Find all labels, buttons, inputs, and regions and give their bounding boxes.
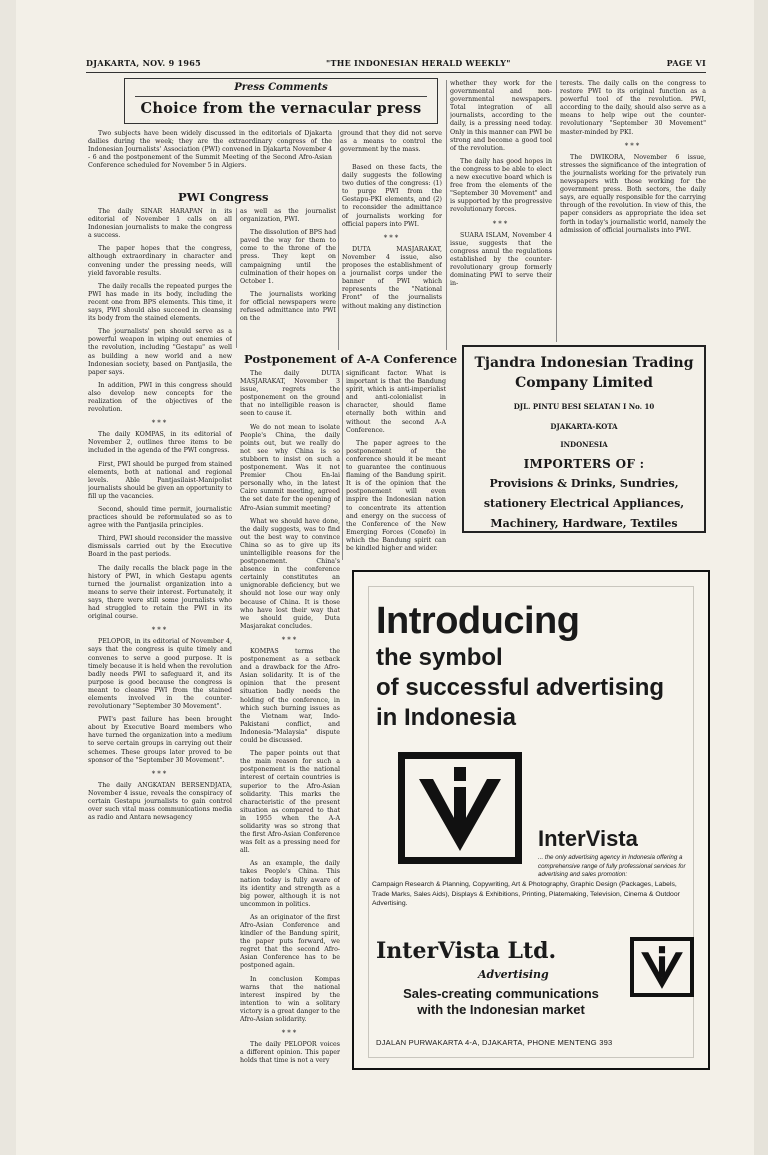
column-1 <box>88 208 232 1108</box>
ad-subline-1: the symbol <box>376 644 503 671</box>
ad-slogan-line-1: Sales-creating communications <box>403 986 599 1001</box>
ad-subline-3: in Indonesia <box>376 704 517 731</box>
column-2-afro <box>240 370 340 1100</box>
ad-address: DJALAN PURWAKARTA 4-A, DJAKARTA, PHONE MENTENG 393 <box>376 1038 613 1047</box>
scan-margin-right <box>754 0 768 1155</box>
intro-continued <box>340 130 442 164</box>
article-paragraph: As an originator of the first Afro-Asian Conference and kindler of the Bandung spirit, the paper puts forward, we regret that the second Afro-Asian Conference has to be postponed again. <box>240 913 340 970</box>
article-paragraph: Based on these facts, the daily suggests the following two duties of the congress: (1) to purge PWI from the Gestapu-PKI elements, and (2) to reconsider the admittance of journalists working for official papers into PWI. <box>342 164 442 228</box>
intro-text: Two subjects have been widely discussed in the editorials of Djakarta dailies during the week; they are the extraordinary congress of the Indonesian Journalists' Association (PWI) convened in Djakarta November 4 - 6 and the postponement of the Summit Meeting of the Second Afro-Asian Conference scheduled for November 5 in Algiers. <box>88 130 332 170</box>
article-paragraph: The paper points out that the main reason for such a postponement is the national interest of certain countries is superior to the Afro-Asian solidarity. This marks the characteristic of the present situation as compared to that in 1955 when the A-A solidarity was so strong that the first Afro-Asian Conference was felt as a pressing need for all. <box>240 750 340 855</box>
section-separator: *** <box>151 419 169 428</box>
banner-rule <box>135 96 427 97</box>
article-paragraph: The daily PELOPOR voices a different opinion. This paper holds that time is not a very <box>240 1041 340 1065</box>
article-paragraph: The paper hopes that the congress, although extraordinary in character and convening under the pressing needs, will yield favorable results. <box>88 245 232 277</box>
pwi-heading: PWI Congress <box>178 190 269 204</box>
column-divider <box>338 130 339 350</box>
ad-services: Campaign Research & Planning, Copywriting, Art & Photography, Graphic Design (Packages, Labels, Trade Marks, Sales Aids), Displays & Exhibitions, Printing, Platemaking, Television, Cinema & Outdoor Advertising. <box>372 881 680 907</box>
article-paragraph: In conclusion Kompas warns that the national interest inspired by the intention to win a solitary victory is a great danger to the Afro-Asian solidarity. <box>240 975 340 1024</box>
importers-heading: IMPORTERS OF : <box>523 457 645 471</box>
column-5-top <box>560 80 706 342</box>
article-paragraph: as well as the journalist organization, PWI. <box>240 208 336 224</box>
company-name-line-1: Tjandra Indonesian Trading <box>474 355 694 371</box>
article-paragraph: DUTA MASJARAKAT, November 4 issue, also proposes the establishment of a journalist corps under the banner of PWI which represents the "National Front" of the journalists without making any distinction <box>342 245 442 310</box>
company-address: DJL. PINTU BESI SELATAN I No. 10 <box>513 402 655 411</box>
press-comments-banner <box>124 78 438 124</box>
section-separator: *** <box>492 219 510 228</box>
column-divider <box>342 370 343 560</box>
section-separator: *** <box>281 635 299 644</box>
afro-asian-heading: Postponement of A-A Conference <box>244 352 458 366</box>
article-paragraph: PELOPOR, in its editorial of November 4, says that the congress is quite timely and convenes to serve a good purpose. It is timely because it is held when the revolution badly needs PWI to safeguard it, and its purpose is good because the congress is meant to cleanse PWI from the stained elements involved in the counter-revolutionary "September 30 Movement". <box>88 638 232 711</box>
article-paragraph: As an example, the daily takes People's China. This nation today is fully aware of its identity and strength as a big power, although it is not uncommon in politics. <box>240 860 340 908</box>
section-separator: *** <box>281 1029 299 1038</box>
article-paragraph: The daily KOMPAS, in its editorial of November 2, outlines three items to be included in the agenda of the PWI congress. <box>88 431 232 455</box>
goods-line-3: Machinery, Hardware, Textiles <box>490 517 678 530</box>
ad-slogan <box>376 986 626 1018</box>
article-paragraph: The dissolution of BPS had paved the way for them to come to the throne of the press. They kept on campaigning until the culmination of their hopes on October 1. <box>240 229 336 285</box>
page-number: PAGE VI <box>666 58 706 68</box>
article-paragraph: The paper agrees to the postponement of the conference should it be meant to guarantee the continuous flaming of the Bandung spirit. It is of the opinion that the postponement will even inspire the Indonesian nation to concentrate its attention and energy on the success of the Conference of the New Emerging Forces (Conefo) in which the Bandung spirit can be kindled higher and wider. <box>346 439 446 552</box>
article-paragraph: significant factor. What is important is that the Bandung spirit, which is anti-imperialist and anti-colonialist in character, should flame eternally both within and without the second A-A Conference. <box>346 370 446 434</box>
ad-advertising-label: Advertising <box>478 968 549 981</box>
paper-name: "THE INDONESIAN HERALD WEEKLY" <box>326 58 511 68</box>
article-paragraph: The daily recalls the repeated purges the PWI has made in its body, including the recent one from BPS elements. This time, it says, PWI should also succeed in cleansing its body from the stained elements. <box>88 282 232 323</box>
article-paragraph: The daily recalls the black page in the history of PWI, in which Gestapu agents turned the journalist organization into a means to serve their interest. Fortunately, it says, there were still some journalists who had struggled to retain the PWI in its original course. <box>88 564 232 621</box>
company-city: DJAKARTA-KOTA <box>550 422 618 431</box>
article-paragraph: We do not mean to isolate People's China, the daily points out, but we really do not see why China is so stubborn to insist on such a postponement. Was it not Premier Chou En-lai personally who, in the latest Cairo summit meeting, agreed the set date for the opening of Afro-Asian summit meeting? <box>240 423 340 512</box>
section-separator: *** <box>151 626 169 635</box>
column-divider <box>446 80 447 350</box>
column-2-top <box>240 208 336 348</box>
column-divider <box>556 80 557 342</box>
press-comments-title: Choice from the vernacular press <box>140 100 422 117</box>
section-separator: *** <box>383 233 401 242</box>
section-separator: *** <box>151 769 169 778</box>
article-paragraph: The journalists' pen should serve as a powerful weapon in wiping out enemies of the revolution, including "Gestapu" as well as building a new world and a new Indonesian society, based on Pantjasila, the paper says. <box>88 328 232 376</box>
article-paragraph: The daily has good hopes in the congress to be able to elect a new executive board which is free from the elements of the "September 30 Movement" and is supported by the progressive revolutionary forces. <box>450 157 552 214</box>
dateline: DJAKARTA, NOV. 9 1965 <box>86 58 202 68</box>
article-paragraph: The daily ANGKATAN BERSENDJATA, November 4 issue, reveals the conspiracy of certain Gestapu journalists to gain control over such vital mass communications media as radio and Antara newsagency <box>88 781 232 822</box>
column-divider <box>236 208 237 348</box>
ad-headline: Introducing <box>376 600 580 642</box>
article-paragraph: The DWIKORA, November 6 issue, stresses the significance of the integration of the journalists working for the privately run newspapers with those working for the government press. Both sectors, the daily says, are equally responsible for the carrying through of the revolution. In view of this, the paper considers as appropriate the idea set forth in today's journalistic world, namely the admission of official journalists into PWI. <box>560 153 706 234</box>
scan-margin-left <box>0 0 16 1155</box>
article-paragraph: whether they work for the governmental and non-governmental newspapers. Total integration of all journalists, according to the daily, is a pressing need today. Only in this manner can PWI be strong and become a good tool of the revolution. <box>450 80 552 152</box>
column-3-top <box>342 164 442 350</box>
company-country: INDONESIA <box>560 440 608 449</box>
article-paragraph: KOMPAS terms the postponement as a setback and a drawback for the Afro-Asian solidarity. It is of the opinion that the present situation badly needs the holding of the conference, in which such burning issues as the Vietnam war, Indo-Pakistani conflict, and Indonesia-"Malaysia" dispute could be discussed. <box>240 648 340 745</box>
article-paragraph: PWI's past failure has been brought about by Executive Board members who have turned the organization into a medium to serve certain groups in carrying out their schemes. These groups later proved to be sponsor of the "September 30 Movement". <box>88 716 232 764</box>
column-4-top <box>450 80 552 342</box>
ad-company-name: InterVista Ltd. <box>376 938 557 964</box>
intro-paragraph <box>88 130 332 188</box>
article-paragraph: The journalists working for official newspapers were refused admittance into PWI on the <box>240 290 336 323</box>
goods-line-1: Provisions & Drinks, Sundries, <box>489 477 679 490</box>
header-rule <box>86 72 706 73</box>
ad-subline-2: of successful advertising <box>376 674 665 701</box>
intervista-logo-icon <box>398 752 522 864</box>
tjandra-advertisement <box>462 345 706 533</box>
ad-slogan-line-2: with the Indonesian market <box>417 1002 585 1017</box>
article-paragraph: terests. The daily calls on the congress to restore PWI to its original function as a powerful tool of the revolution. PWI, according to the daily, should also serve as a means to help wipe out the counter-revolutionary "September 30 Movement" master-minded by PKI. <box>560 80 706 136</box>
article-paragraph: Third, PWI should reconsider the massive dismissals carried out by the Executive Board in the past periods. <box>88 535 232 559</box>
article-paragraph: SUARA ISLAM, November 4 issue, suggests that the congress annul the regulations established by the counter-revolutionary group formerly dominating PWI to serve their in- <box>450 231 552 288</box>
article-paragraph: First, PWI should be purged from stained elements, both at national and regional levels. Able Pantjasilaist-Manipolist journalists should be given an opportunity to fill up the vacancies. <box>88 460 232 500</box>
article-paragraph: In addition, PWI in this congress should also develop new concepts for the realization of the objectives of the revolution. <box>88 381 232 414</box>
article-paragraph: The daily SINAR HARAPAN in its editorial of November 1 calls on all Indonesian journalists to make the congress a success. <box>88 208 232 240</box>
article-paragraph: What we should have done, the daily suggests, was to find out the best way to convince China so as to give up its unintelligible reasons for the postponement. China's absence in the conference certainly constitutes an unignorable deficiency, but we should not lose our way only because of China. It is those who have lost their way that we should guide, Duta Masjarakat concludes. <box>240 517 340 630</box>
press-comments-kicker: Press Comments <box>234 82 328 93</box>
intro-continued-text: ground that they did not serve as a means to control the government by the mass. <box>340 130 442 154</box>
ad-brand-name: InterVista <box>538 826 638 851</box>
intervista-advertisement <box>352 570 710 1070</box>
article-paragraph: The daily DUTA MASJARAKAT, November 3 issue, regrets the postponement on the ground that no intelligible reason is seen to cause it. <box>240 370 340 418</box>
company-name-line-2: Company Limited <box>515 375 653 391</box>
ad-tagline: ... the only advertising agency in Indonesia offering a comprehensive range of fully professional services for advertising and sales promotion: <box>538 854 686 879</box>
goods-line-2: stationery Electrical Appliances, <box>483 497 685 510</box>
article-paragraph: Second, should time permit, journalistic practices should be reformulated so as to agree with the Pantjasila principles. <box>88 506 232 530</box>
column-3-afro <box>346 370 446 556</box>
section-separator: *** <box>624 141 642 150</box>
intervista-small-logo-icon <box>630 937 694 997</box>
page-header <box>86 58 706 70</box>
